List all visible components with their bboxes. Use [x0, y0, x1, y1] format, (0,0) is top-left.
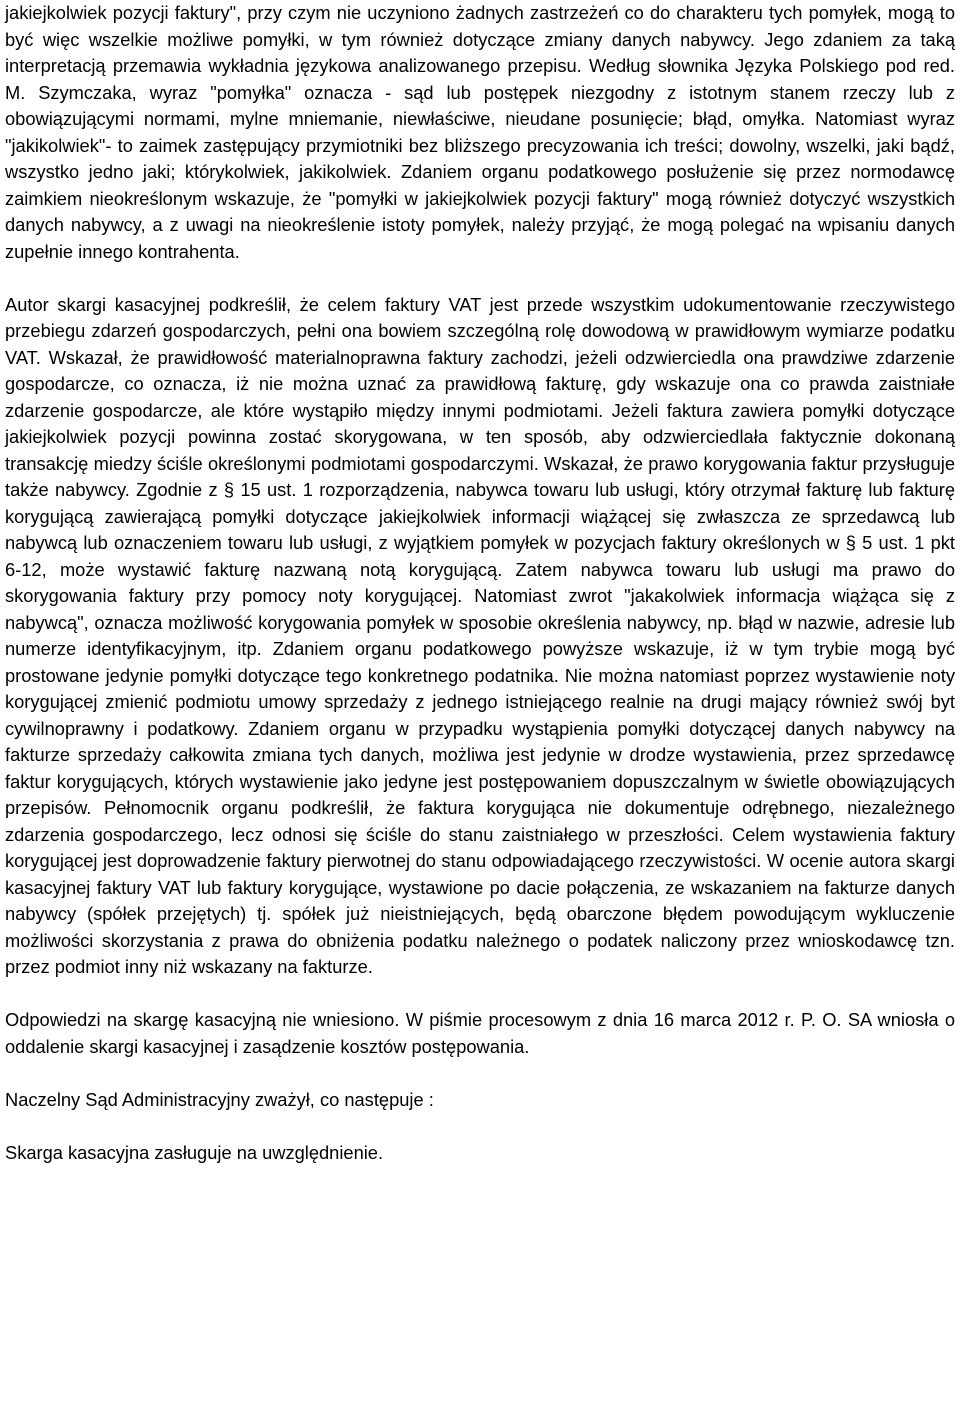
document-page: [5, 0, 955, 1166]
paragraph-conclusion: Skarga kasacyjna zasługuje na uwzględnienie.: [5, 1141, 384, 1163]
paragraph-continuation: jakiejkolwiek pozycji faktury", przy czym nie uczyniono żadnych zastrzeżeń co do charakteru tych pomyłek, mogą to być więc wszelkie możliwe pomyłki, w tym również dotyczące zmiany danych nabywcy. Jego zdaniem za taką interpretacją przemawia wykładnia językowa analizowanego przepisu. Według słownika Języka Polskiego pod red. M. Szymczaka, wyraz "pomyłka" oznacza - sąd lub postępek niezgodny z istotnym stanem rzeczy lub z obowiązującymi normami, mylne mniemanie, niewłaściwe, nieudane posunięcie; błąd, omyłka. Natomiast wyraz "jakikolwiek"- to zaimek zastępujący przymiotniki bez bliższego precyzowania ich treści; dowolny, wszelki, jaki bądź, wszystko jedno jaki; którykolwiek, jakikolwiek. Zdaniem organu podatkowego posłużenie się przez normodawcę zaimkiem nieokreślonym wskazuje, że "pomyłki w jakiejkolwiek pozycji faktury" mogą również dotyczyć wszystkich danych nabywcy, a z uwagi na nieokreślenie istoty pomyłek, należy przyjąć, że mogą polegać na wpisaniu danych zupełnie innego kontrahenta.: [5, 2, 955, 262]
paragraph-gap: [5, 1113, 955, 1140]
paragraph-cassation-argument: Autor skargi kasacyjnej podkreślił, że celem faktury VAT jest przede wszystkim udokumentowanie rzeczywistego przebiegu zdarzeń gospodarczych, pełni ona bowiem szczególną rolę dowodową w prawidłowym wymiarze podatku VAT. Wskazał, że prawidłowość materialnoprawna faktury zachodzi, jeżeli odzwierciedla ona prawdziwe zdarzenie gospodarcze, co oznacza, iż nie można uznać za prawidłową fakturę, gdy wskazuje ona co prawda zaistniałe zdarzenie gospodarcze, ale które wystąpiło między innymi podmiotami. Jeżeli faktura zawiera pomyłki dotyczące jakiejkolwiek pozycji powinna zostać skorygowana, w ten sposób, aby odzwierciedlała faktycznie dokonaną transakcję miedzy ściśle określonymi podmiotami gospodarczymi. Wskazał, że prawo korygowania faktur przysługuje także nabywcy. Zgodnie z § 15 ust. 1 rozporządzenia, nabywca towaru lub usługi, który otrzymał fakturę lub fakturę korygującą zawierającą pomyłki dotyczące jakiejkolwiek informacji wiążącej się zwłaszcza ze sprzedawcą lub nabywcą lub oznaczeniem towaru lub usługi, z wyjątkiem pomyłek w pozycjach faktury określonych w § 5 ust. 1 pkt 6-12, może wystawić fakturę nazwaną notą korygującą. Zatem nabywca towaru lub usługi ma prawo do skorygowania faktury przy pomocy noty korygującej. Natomiast zwrot "jakakolwiek informacja wiążąca się z nabywcą", oznacza możliwość korygowania pomyłek w sposobie określenia nabywcy, np. błąd w nazwie, adresie lub numerze identyfikacyjnym, itp. Zdaniem organu podatkowego powyższe wskazuje, iż w tym trybie mogą być prostowane jedynie pomyłki dotyczące tego konkretnego podatnika. Nie można natomiast poprzez wystawienie noty korygującej zmienić podmiotu umowy sprzedaży z jednego istniejącego realnie na drugi mający również swój byt cywilnoprawny i podatkowy. Zdaniem organu w przypadku wystąpienia pomyłki dotyczącej danych nabywcy na fakturze sprzedaży całkowita zmiana tych danych, możliwa jest jedynie w drodze wystawienia, przez sprzedawcę faktur korygujących, których wystawienie jako jedyne jest postępowaniem dopuszczalnym w świetle obowiązujących przepisów. Pełnomocnik organu podkreślił, że faktura korygująca nie dokumentuje odrębnego, niezależnego zdarzenia gospodarczego, lecz odnosi się ściśle do stanu zaistniałego w przeszłości. Celem wystawienia faktury korygującej jest doprowadzenie faktury pierwotnej do stanu odpowiadającego rzeczywistości. W ocenie autora skargi kasacyjnej faktury VAT lub faktury korygujące, wystawione po dacie połączenia, ze wskazaniem na fakturze danych nabywcy (spółek przejętych) tj. spółek już nieistniejących, będą obarczone błędem powodującym wykluczenie możliwości skorzystania z prawa do obniżenia podatku należnego o podatek naliczony przez wnioskodawcę tzn. przez podmiot inny niż wskazany na fakturze.: [5, 293, 955, 977]
paragraph-court-considered: Naczelny Sąd Administracyjny zważył, co następuje :: [5, 1088, 434, 1110]
paragraph-response: Odpowiedzi na skargę kasacyjną nie wniesiono. W piśmie procesowym z dnia 16 marca 2012 r. P. O. SA wniosła o oddalenie skargi kasacyjnej i zasądzenie kosztów postępowania.: [5, 1009, 955, 1057]
paragraph-gap: [5, 981, 955, 1008]
paragraph-gap: [5, 1060, 955, 1087]
paragraph-gap: [5, 265, 955, 292]
